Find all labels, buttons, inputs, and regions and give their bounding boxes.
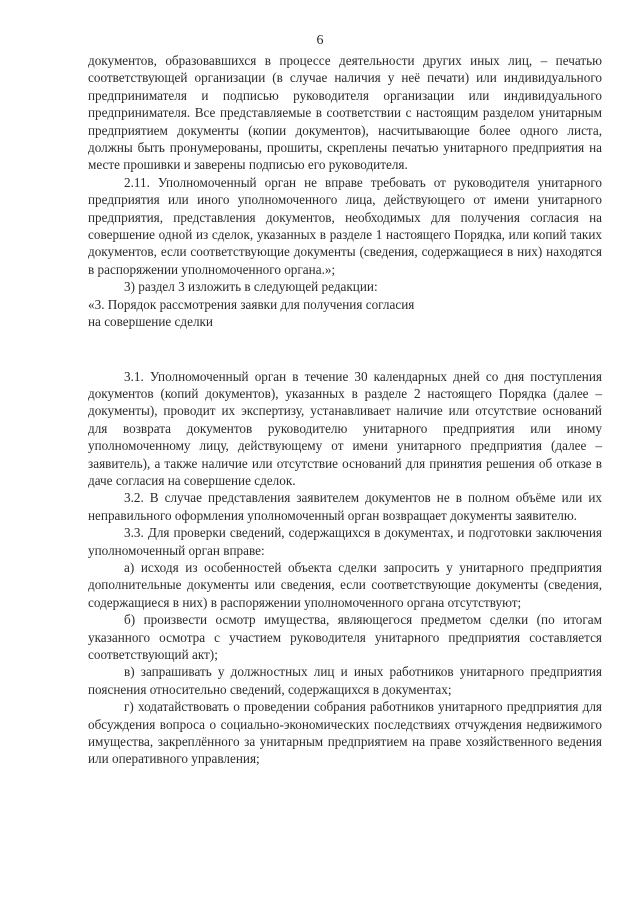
paragraph-3-2: 3.2. В случае представления заявителем документов не в полном объёме или их неправильного оформления уполномоченный орган возвращает документы заявителю. bbox=[88, 490, 602, 523]
paragraph-item-b: б) произвести осмотр имущества, являющегося предметом сделки (по итогам указанного осмотра с участием руководителя унитарного предприятия составляется соответствующий акт); bbox=[88, 612, 602, 662]
document-body bbox=[88, 52, 602, 768]
paragraph-item-g: г) ходатайствовать о проведении собрания работников унитарного предприятия для обсуждения вопроса о социально-экономических последствиях отчуждения недвижимого имущества, закреплённого за унитарным предприятием на праве хозяйственного ведения или оперативного управления; bbox=[88, 699, 602, 767]
paragraph-section3-intro: 3) раздел 3 изложить в следующей редакции: bbox=[124, 279, 378, 295]
paragraph-item-v: в) запрашивать у должностных лиц и иных работников унитарного предприятия пояснения относительно сведений, содержащихся в документах; bbox=[88, 664, 602, 697]
paragraph-item-a: а) исходя из особенностей объекта сделки запросить у унитарного предприятия дополнительные документы или сведения, если соответствующие документы (сведения, содержащиеся в них) в распоряжении уполномоченного органа отсутствуют; bbox=[88, 559, 602, 610]
page-number: 6 bbox=[316, 33, 324, 48]
section-heading-line2: на совершение сделки bbox=[88, 314, 213, 330]
paragraph-continuation: документов, образовавшихся в процессе деятельности других иных лиц, – печатью соответствующей организации (в случае наличия у неё печати) или индивидуального предпринимателя и подписью руководителя организации или индивидуального предпринимателя. Все представляемые в соответствии с настоящим разделом унитарным предприятием документы (копии документов), насчитывающие более одного листа, должны быть пронумерованы, прошиты, скреплены печатью унитарного предприятия на месте прошивки и заверены подписью его руководителя. bbox=[88, 53, 602, 173]
paragraph-3-3: 3.3. Для проверки сведений, содержащихся в документах, и подготовки заключения уполномоченный орган вправе: bbox=[88, 525, 602, 558]
paragraph-3-1: 3.1. Уполномоченный орган в течение 30 календарных дней со дня поступления документов (копий документов), указанных в разделе 2 настоящего Порядка (далее – документы), проводит их экспертизу, устанавливает наличие или отсутствие оснований для возврата документов руководителю унитарного предприятия или иному уполномоченному лицу, действующему от имени унитарного предприятия (далее – заявитель), а также наличие или отсутствие оснований для принятия решения об отказе в даче согласия на совершение сделок. bbox=[88, 368, 602, 488]
paragraph-2-11: 2.11. Уполномоченный орган не вправе требовать от руководителя унитарного предприятия или иного уполномоченного лица, действующего от имени унитарного предприятия, представления документов, необходимых для получения согласия на совершение одной из сделок, указанных в разделе 1 настоящего Порядка, или копий таких документов, если соответствующие документы (сведения, содержащиеся в них) находятся в распоряжении уполномоченного органа.»; bbox=[88, 174, 602, 277]
spacer bbox=[88, 331, 602, 368]
section-heading-line1: «3. Порядок рассмотрения заявки для получения согласия bbox=[88, 296, 415, 312]
